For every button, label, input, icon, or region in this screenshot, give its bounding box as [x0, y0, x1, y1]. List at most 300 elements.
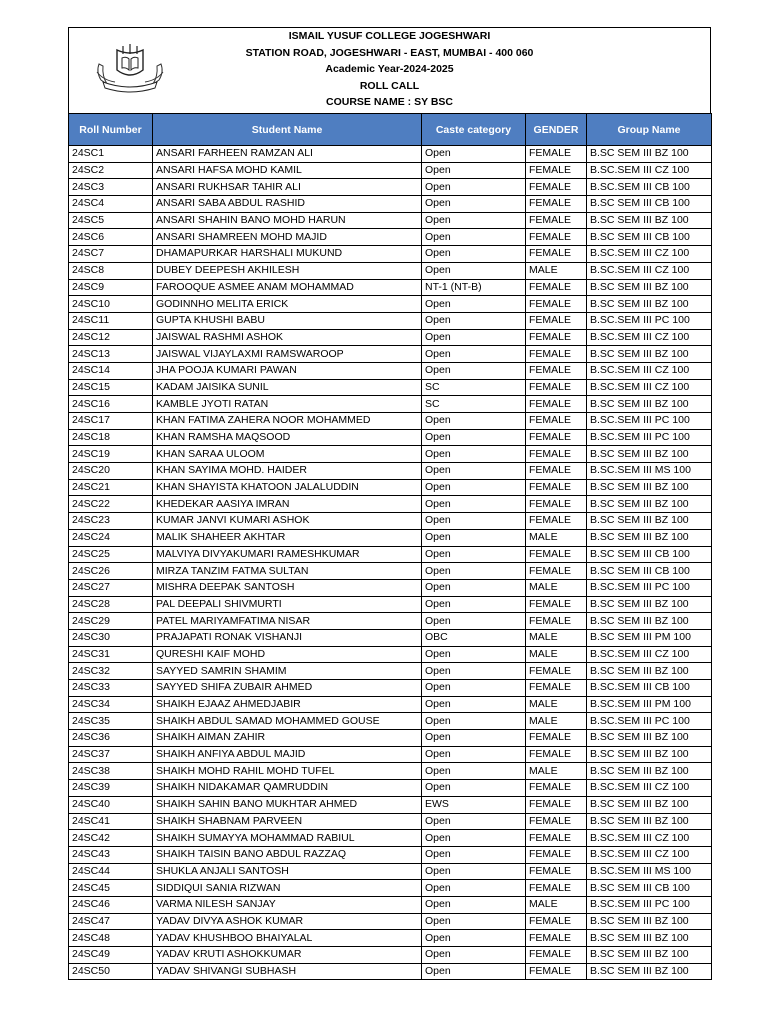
- student-name-cell: SHAIKH MOHD RAHIL MOHD TUFEL: [153, 763, 422, 780]
- roll-number-cell: 24SC3: [69, 179, 153, 196]
- gender-cell: FEMALE: [526, 846, 587, 863]
- student-name-cell: ANSARI SABA ABDUL RASHID: [153, 196, 422, 213]
- gender-cell: FEMALE: [526, 830, 587, 847]
- student-name-cell: YADAV SHIVANGI SUBHASH: [153, 963, 422, 980]
- gender-cell: FEMALE: [526, 162, 587, 179]
- caste-category-cell: Open: [422, 730, 526, 747]
- student-name-cell: FAROOQUE ASMEE ANAM MOHAMMAD: [153, 279, 422, 296]
- student-name-cell: KHEDEKAR AASIYA IMRAN: [153, 496, 422, 513]
- roll-number-cell: 24SC45: [69, 880, 153, 897]
- student-name-cell: PAL DEEPALI SHIVMURTI: [153, 596, 422, 613]
- gender-cell: FEMALE: [526, 746, 587, 763]
- gender-cell: FEMALE: [526, 513, 587, 530]
- caste-category-cell: Open: [422, 463, 526, 480]
- roll-number-cell: 24SC46: [69, 896, 153, 913]
- student-name-cell: SIDDIQUI SANIA RIZWAN: [153, 880, 422, 897]
- roll-number-cell: 24SC41: [69, 813, 153, 830]
- gender-cell: FEMALE: [526, 179, 587, 196]
- roll-number-cell: 24SC4: [69, 196, 153, 213]
- roll-number-cell: 24SC25: [69, 546, 153, 563]
- caste-category-cell: Open: [422, 312, 526, 329]
- caste-category-cell: Open: [422, 913, 526, 930]
- gender-cell: FEMALE: [526, 563, 587, 580]
- gender-cell: FEMALE: [526, 229, 587, 246]
- group-name-cell: B.SC.SEM III PC 100: [587, 312, 712, 329]
- caste-category-cell: Open: [422, 646, 526, 663]
- table-row: [69, 613, 712, 630]
- table-row: [69, 196, 712, 213]
- roll-number-cell: 24SC38: [69, 763, 153, 780]
- caste-category-cell: Open: [422, 246, 526, 263]
- table-row: [69, 246, 712, 263]
- group-name-cell: B.SC SEM III BZ 100: [587, 479, 712, 496]
- roll-number-cell: 24SC43: [69, 846, 153, 863]
- student-name-cell: SHAIKH SHABNAM PARVEEN: [153, 813, 422, 830]
- roll-number-cell: 24SC28: [69, 596, 153, 613]
- student-name-cell: KUMAR JANVI KUMARI ASHOK: [153, 513, 422, 530]
- roll-call-sheet: [68, 27, 711, 980]
- group-name-cell: B.SC.SEM III PC 100: [587, 896, 712, 913]
- roll-number-cell: 24SC19: [69, 446, 153, 463]
- group-name-cell: B.SC SEM III BZ 100: [587, 396, 712, 413]
- group-name-cell: B.SC SEM III BZ 100: [587, 813, 712, 830]
- group-name-cell: B.SC SEM III BZ 100: [587, 446, 712, 463]
- student-name-cell: KHAN RAMSHA MAQSOOD: [153, 429, 422, 446]
- caste-category-cell: Open: [422, 529, 526, 546]
- table-row: [69, 796, 712, 813]
- table-row: [69, 780, 712, 797]
- document-title: ROLL CALL: [359, 79, 420, 92]
- table-row: [69, 596, 712, 613]
- gender-cell: MALE: [526, 629, 587, 646]
- table-row: [69, 730, 712, 747]
- roll-number-cell: 24SC8: [69, 262, 153, 279]
- group-name-cell: B.SC.SEM III MS 100: [587, 463, 712, 480]
- roll-number-cell: 24SC5: [69, 212, 153, 229]
- student-name-cell: SHAIKH SUMAYYA MOHAMMAD RABIUL: [153, 830, 422, 847]
- roll-number-cell: 24SC47: [69, 913, 153, 930]
- roll-number-cell: 24SC29: [69, 613, 153, 630]
- caste-category-cell: Open: [422, 513, 526, 530]
- column-header-student-name: Student Name: [153, 114, 422, 146]
- student-name-cell: QURESHI KAIF MOHD: [153, 646, 422, 663]
- table-row: [69, 362, 712, 379]
- student-name-cell: KHAN SARAA ULOOM: [153, 446, 422, 463]
- gender-cell: FEMALE: [526, 413, 587, 430]
- table-row: [69, 680, 712, 697]
- roll-number-cell: 24SC6: [69, 229, 153, 246]
- group-name-cell: B.SC SEM III BZ 100: [587, 279, 712, 296]
- roll-number-cell: 24SC9: [69, 279, 153, 296]
- table-row: [69, 312, 712, 329]
- table-row: [69, 947, 712, 964]
- caste-category-cell: Open: [422, 262, 526, 279]
- group-name-cell: B.SC SEM III BZ 100: [587, 496, 712, 513]
- roll-number-cell: 24SC32: [69, 663, 153, 680]
- student-name-cell: JHA POOJA KUMARI PAWAN: [153, 362, 422, 379]
- gender-cell: FEMALE: [526, 146, 587, 163]
- gender-cell: FEMALE: [526, 663, 587, 680]
- group-name-cell: B.SC.SEM III PC 100: [587, 429, 712, 446]
- group-name-cell: B.SC SEM III CB 100: [587, 546, 712, 563]
- gender-cell: FEMALE: [526, 813, 587, 830]
- group-name-cell: B.SC SEM III BZ 100: [587, 596, 712, 613]
- caste-category-cell: OBC: [422, 629, 526, 646]
- gender-cell: FEMALE: [526, 463, 587, 480]
- table-row: [69, 262, 712, 279]
- gender-cell: FEMALE: [526, 730, 587, 747]
- roll-number-cell: 24SC18: [69, 429, 153, 446]
- table-row: [69, 346, 712, 363]
- caste-category-cell: Open: [422, 229, 526, 246]
- caste-category-cell: Open: [422, 162, 526, 179]
- caste-category-cell: Open: [422, 680, 526, 697]
- roll-number-cell: 24SC42: [69, 830, 153, 847]
- caste-category-cell: Open: [422, 446, 526, 463]
- group-name-cell: B.SC SEM III BZ 100: [587, 529, 712, 546]
- roll-number-cell: 24SC2: [69, 162, 153, 179]
- roll-number-cell: 24SC13: [69, 346, 153, 363]
- table-row: [69, 746, 712, 763]
- table-row: [69, 446, 712, 463]
- caste-category-cell: Open: [422, 596, 526, 613]
- roll-number-cell: 24SC30: [69, 629, 153, 646]
- roll-number-cell: 24SC39: [69, 780, 153, 797]
- roll-number-cell: 24SC23: [69, 513, 153, 530]
- student-name-cell: GUPTA KHUSHI BABU: [153, 312, 422, 329]
- caste-category-cell: Open: [422, 863, 526, 880]
- table-row: [69, 463, 712, 480]
- group-name-cell: B.SC.SEM III CB 100: [587, 179, 712, 196]
- group-name-cell: B.SC SEM III CB 100: [587, 229, 712, 246]
- group-name-cell: B.SC SEM III BZ 100: [587, 913, 712, 930]
- roll-number-cell: 24SC34: [69, 696, 153, 713]
- gender-cell: FEMALE: [526, 279, 587, 296]
- caste-category-cell: SC: [422, 379, 526, 396]
- group-name-cell: B.SC SEM III BZ 100: [587, 613, 712, 630]
- roll-number-cell: 24SC48: [69, 930, 153, 947]
- group-name-cell: B.SC.SEM III MS 100: [587, 863, 712, 880]
- student-name-cell: MALIK SHAHEER AKHTAR: [153, 529, 422, 546]
- course-name: COURSE NAME : SY BSC: [326, 96, 453, 108]
- table-row: [69, 563, 712, 580]
- table-row: [69, 646, 712, 663]
- caste-category-cell: EWS: [422, 796, 526, 813]
- gender-cell: FEMALE: [526, 329, 587, 346]
- group-name-cell: B.SC.SEM III CZ 100: [587, 780, 712, 797]
- gender-cell: MALE: [526, 529, 587, 546]
- caste-category-cell: Open: [422, 780, 526, 797]
- gender-cell: FEMALE: [526, 312, 587, 329]
- group-name-cell: B.SC SEM III CB 100: [587, 880, 712, 897]
- table-row: [69, 429, 712, 446]
- student-name-cell: JAISWAL VIJAYLAXMI RAMSWAROOP: [153, 346, 422, 363]
- caste-category-cell: NT-1 (NT-B): [422, 279, 526, 296]
- column-header-group-name: Group Name: [587, 114, 712, 146]
- gender-cell: FEMALE: [526, 913, 587, 930]
- group-name-cell: B.SC SEM III BZ 100: [587, 346, 712, 363]
- group-name-cell: B.SC SEM III BZ 100: [587, 930, 712, 947]
- table-header-row: [69, 114, 712, 146]
- roll-number-cell: 24SC27: [69, 579, 153, 596]
- gender-cell: FEMALE: [526, 396, 587, 413]
- academic-year: Academic Year-2024-2025: [325, 63, 454, 75]
- table-row: [69, 329, 712, 346]
- roll-number-cell: 24SC31: [69, 646, 153, 663]
- student-name-cell: MISHRA DEEPAK SANTOSH: [153, 579, 422, 596]
- student-name-cell: GODINNHO MELITA ERICK: [153, 296, 422, 313]
- student-name-cell: MIRZA TANZIM FATMA SULTAN: [153, 563, 422, 580]
- roll-number-cell: 24SC1: [69, 146, 153, 163]
- caste-category-cell: Open: [422, 546, 526, 563]
- table-row: [69, 696, 712, 713]
- roll-number-cell: 24SC24: [69, 529, 153, 546]
- group-name-cell: B.SC SEM III BZ 100: [587, 746, 712, 763]
- table-row: [69, 663, 712, 680]
- student-name-cell: SHAIKH EJAAZ AHMEDJABIR: [153, 696, 422, 713]
- student-name-cell: KADAM JAISIKA SUNIL: [153, 379, 422, 396]
- student-name-cell: KAMBLE JYOTI RATAN: [153, 396, 422, 413]
- student-name-cell: ANSARI RUKHSAR TAHIR ALI: [153, 179, 422, 196]
- group-name-cell: B.SC SEM III BZ 100: [587, 730, 712, 747]
- college-logo: [93, 42, 167, 98]
- roll-number-cell: 24SC7: [69, 246, 153, 263]
- gender-cell: FEMALE: [526, 446, 587, 463]
- caste-category-cell: Open: [422, 362, 526, 379]
- caste-category-cell: Open: [422, 563, 526, 580]
- group-name-cell: B.SC.SEM III CB 100: [587, 680, 712, 697]
- gender-cell: FEMALE: [526, 362, 587, 379]
- table-row: [69, 229, 712, 246]
- table-row: [69, 513, 712, 530]
- student-name-cell: SHAIKH TAISIN BANO ABDUL RAZZAQ: [153, 846, 422, 863]
- group-name-cell: B.SC SEM III BZ 100: [587, 513, 712, 530]
- caste-category-cell: Open: [422, 963, 526, 980]
- student-name-cell: KHAN SAYIMA MOHD. HAIDER: [153, 463, 422, 480]
- gender-cell: FEMALE: [526, 613, 587, 630]
- table-row: [69, 529, 712, 546]
- student-name-cell: DHAMAPURKAR HARSHALI MUKUND: [153, 246, 422, 263]
- roll-number-cell: 24SC49: [69, 947, 153, 964]
- student-name-cell: SHAIKH NIDAKAMAR QAMRUDDIN: [153, 780, 422, 797]
- caste-category-cell: Open: [422, 947, 526, 964]
- table-row: [69, 863, 712, 880]
- group-name-cell: B.SC.SEM III PC 100: [587, 713, 712, 730]
- table-row: [69, 212, 712, 229]
- roll-number-cell: 24SC16: [69, 396, 153, 413]
- gender-cell: FEMALE: [526, 429, 587, 446]
- caste-category-cell: Open: [422, 479, 526, 496]
- gender-cell: FEMALE: [526, 379, 587, 396]
- table-row: [69, 413, 712, 430]
- table-row: [69, 763, 712, 780]
- group-name-cell: B.SC SEM III BZ 100: [587, 763, 712, 780]
- group-name-cell: B.SC SEM III BZ 100: [587, 146, 712, 163]
- roll-number-cell: 24SC50: [69, 963, 153, 980]
- caste-category-cell: Open: [422, 713, 526, 730]
- gender-cell: FEMALE: [526, 596, 587, 613]
- table-row: [69, 546, 712, 563]
- student-name-cell: MALVIYA DIVYAKUMARI RAMESHKUMAR: [153, 546, 422, 563]
- gender-cell: MALE: [526, 579, 587, 596]
- student-name-cell: VARMA NILESH SANJAY: [153, 896, 422, 913]
- student-name-cell: SAYYED SAMRIN SHAMIM: [153, 663, 422, 680]
- table-row: [69, 963, 712, 980]
- student-name-cell: KHAN FATIMA ZAHERA NOOR MOHAMMED: [153, 413, 422, 430]
- student-name-cell: ANSARI HAFSA MOHD KAMIL: [153, 162, 422, 179]
- table-row: [69, 179, 712, 196]
- table-row: [69, 379, 712, 396]
- group-name-cell: B.SC SEM III BZ 100: [587, 796, 712, 813]
- roll-number-cell: 24SC21: [69, 479, 153, 496]
- gender-cell: FEMALE: [526, 680, 587, 697]
- gender-cell: FEMALE: [526, 212, 587, 229]
- student-name-cell: JAISWAL RASHMI ASHOK: [153, 329, 422, 346]
- caste-category-cell: Open: [422, 196, 526, 213]
- table-row: [69, 279, 712, 296]
- student-name-cell: SHAIKH AIMAN ZAHIR: [153, 730, 422, 747]
- table-row: [69, 813, 712, 830]
- caste-category-cell: Open: [422, 613, 526, 630]
- caste-category-cell: Open: [422, 429, 526, 446]
- caste-category-cell: Open: [422, 346, 526, 363]
- group-name-cell: B.SC SEM III CB 100: [587, 196, 712, 213]
- gender-cell: MALE: [526, 646, 587, 663]
- caste-category-cell: Open: [422, 696, 526, 713]
- gender-cell: FEMALE: [526, 930, 587, 947]
- column-header-gender: GENDER: [526, 114, 587, 146]
- group-name-cell: B.SC SEM III CB 100: [587, 563, 712, 580]
- gender-cell: FEMALE: [526, 546, 587, 563]
- group-name-cell: B.SC SEM III BZ 100: [587, 296, 712, 313]
- caste-category-cell: Open: [422, 179, 526, 196]
- roll-number-cell: 24SC37: [69, 746, 153, 763]
- group-name-cell: B.SC.SEM III CZ 100: [587, 362, 712, 379]
- caste-category-cell: Open: [422, 830, 526, 847]
- group-name-cell: B.SC.SEM III CZ 100: [587, 262, 712, 279]
- table-body: [69, 146, 712, 980]
- table-row: [69, 930, 712, 947]
- caste-category-cell: Open: [422, 212, 526, 229]
- roll-number-cell: 24SC14: [69, 362, 153, 379]
- gender-cell: FEMALE: [526, 947, 587, 964]
- roll-number-cell: 24SC36: [69, 730, 153, 747]
- gender-cell: FEMALE: [526, 496, 587, 513]
- group-name-cell: B.SC.SEM III CZ 100: [587, 329, 712, 346]
- caste-category-cell: Open: [422, 846, 526, 863]
- student-name-cell: YADAV DIVYA ASHOK KUMAR: [153, 913, 422, 930]
- table-row: [69, 146, 712, 163]
- caste-category-cell: SC: [422, 396, 526, 413]
- student-name-cell: PRAJAPATI RONAK VISHANJI: [153, 629, 422, 646]
- table-row: [69, 846, 712, 863]
- caste-category-cell: Open: [422, 413, 526, 430]
- caste-category-cell: Open: [422, 579, 526, 596]
- student-name-cell: ANSARI SHAHIN BANO MOHD HARUN: [153, 212, 422, 229]
- caste-category-cell: Open: [422, 813, 526, 830]
- group-name-cell: B.SC.SEM III PC 100: [587, 413, 712, 430]
- caste-category-cell: Open: [422, 930, 526, 947]
- table-row: [69, 479, 712, 496]
- roll-number-cell: 24SC40: [69, 796, 153, 813]
- caste-category-cell: Open: [422, 296, 526, 313]
- group-name-cell: B.SC.SEM III CZ 100: [587, 162, 712, 179]
- student-name-cell: ANSARI FARHEEN RAMZAN ALI: [153, 146, 422, 163]
- column-header-roll-number: Roll Number: [69, 114, 153, 146]
- gender-cell: FEMALE: [526, 296, 587, 313]
- caste-category-cell: Open: [422, 763, 526, 780]
- roll-number-cell: 24SC22: [69, 496, 153, 513]
- gender-cell: MALE: [526, 763, 587, 780]
- group-name-cell: B.SC.SEM III PC 100: [587, 579, 712, 596]
- table-row: [69, 162, 712, 179]
- roll-number-cell: 24SC15: [69, 379, 153, 396]
- table-row: [69, 396, 712, 413]
- gender-cell: MALE: [526, 713, 587, 730]
- table-row: [69, 896, 712, 913]
- student-name-cell: YADAV KRUTI ASHOKKUMAR: [153, 947, 422, 964]
- college-address: STATION ROAD, JOGESHWARI - EAST, MUMBAI - 400 060: [245, 46, 534, 59]
- student-name-cell: YADAV KHUSHBOO BHAIYALAL: [153, 930, 422, 947]
- roll-call-table: [68, 113, 712, 980]
- table-row: [69, 913, 712, 930]
- student-name-cell: SHAIKH ANFIYA ABDUL MAJID: [153, 746, 422, 763]
- gender-cell: FEMALE: [526, 880, 587, 897]
- caste-category-cell: Open: [422, 880, 526, 897]
- student-name-cell: SHUKLA ANJALI SANTOSH: [153, 863, 422, 880]
- roll-number-cell: 24SC17: [69, 413, 153, 430]
- college-name: ISMAIL YUSUF COLLEGE JOGESHWARI: [288, 30, 491, 42]
- caste-category-cell: Open: [422, 146, 526, 163]
- group-name-cell: B.SC.SEM III PM 100: [587, 696, 712, 713]
- gender-cell: FEMALE: [526, 479, 587, 496]
- gender-cell: FEMALE: [526, 346, 587, 363]
- gender-cell: FEMALE: [526, 780, 587, 797]
- table-row: [69, 579, 712, 596]
- group-name-cell: B.SC SEM III BZ 100: [587, 663, 712, 680]
- roll-number-cell: 24SC20: [69, 463, 153, 480]
- student-name-cell: ANSARI SHAMREEN MOHD MAJID: [153, 229, 422, 246]
- table-row: [69, 296, 712, 313]
- group-name-cell: B.SC.SEM III CZ 100: [587, 846, 712, 863]
- student-name-cell: PATEL MARIYAMFATIMA NISAR: [153, 613, 422, 630]
- gender-cell: FEMALE: [526, 246, 587, 263]
- student-name-cell: DUBEY DEEPESH AKHILESH: [153, 262, 422, 279]
- gender-cell: FEMALE: [526, 863, 587, 880]
- student-name-cell: SHAIKH SAHIN BANO MUKHTAR AHMED: [153, 796, 422, 813]
- group-name-cell: B.SC.SEM III CZ 100: [587, 830, 712, 847]
- table-row: [69, 880, 712, 897]
- caste-category-cell: Open: [422, 496, 526, 513]
- gender-cell: MALE: [526, 696, 587, 713]
- roll-number-cell: 24SC44: [69, 863, 153, 880]
- student-name-cell: KHAN SHAYISTA KHATOON JALALUDDIN: [153, 479, 422, 496]
- gender-cell: FEMALE: [526, 963, 587, 980]
- gender-cell: FEMALE: [526, 196, 587, 213]
- student-name-cell: SAYYED SHIFA ZUBAIR AHMED: [153, 680, 422, 697]
- column-header-caste-category: Caste category: [422, 114, 526, 146]
- group-name-cell: B.SC.SEM III CZ 100: [587, 246, 712, 263]
- table-row: [69, 830, 712, 847]
- roll-number-cell: 24SC10: [69, 296, 153, 313]
- group-name-cell: B.SC SEM III PM 100: [587, 629, 712, 646]
- group-name-cell: B.SC SEM III BZ 100: [587, 963, 712, 980]
- caste-category-cell: Open: [422, 663, 526, 680]
- table-row: [69, 713, 712, 730]
- college-header: [68, 27, 711, 113]
- roll-number-cell: 24SC11: [69, 312, 153, 329]
- caste-category-cell: Open: [422, 329, 526, 346]
